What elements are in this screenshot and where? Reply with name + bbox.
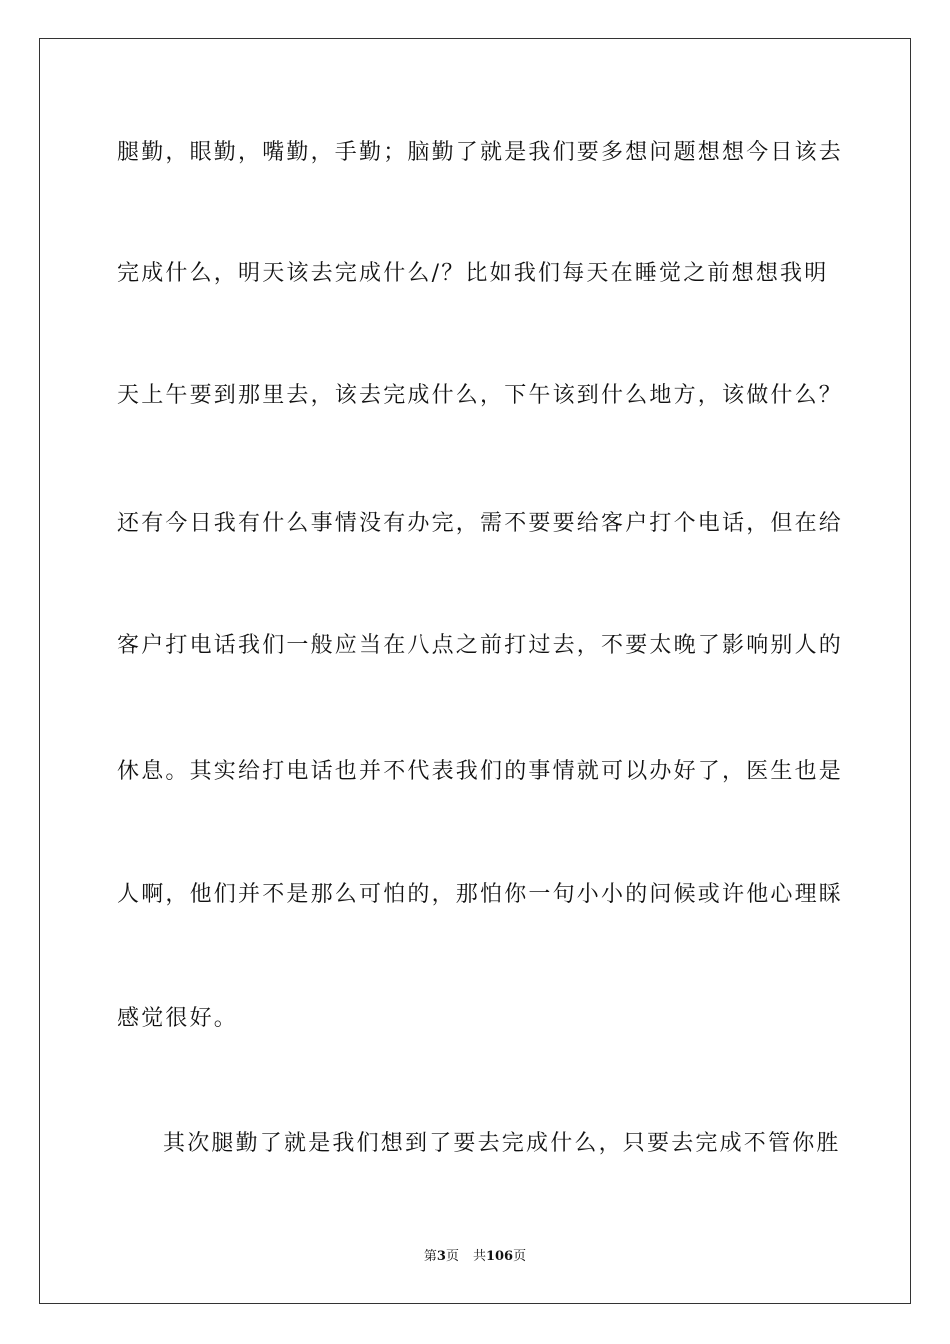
footer-page-number: 3 (436, 1249, 446, 1264)
body-line-1: 腿勤，眼勤，嘴勤，手勤；脑勤了就是我们要多想问题想想今日该去 (117, 140, 844, 165)
page-border (39, 38, 911, 1304)
body-line-7: 人啊，他们并不是那么可怕的，那怕你一句小小的问候或许他心理睬 (117, 882, 844, 907)
body-line-3: 天上午要到那里去，该去完成什么，下午该到什么地方，该做什么？ (117, 383, 844, 408)
footer-total-suffix: 页 (513, 1249, 527, 1264)
body-line-2: 完成什么，明天该去完成什么/？比如我们每天在睡觉之前想想我明 (117, 261, 829, 286)
body-line-4: 还有今日我有什么事情没有办完，需不要要给客户打个电话，但在给 (117, 511, 844, 536)
body-line-5: 客户打电话我们一般应当在八点之前打过去，不要太晚了影响别人的 (117, 633, 844, 658)
footer-page-suffix: 页 (445, 1249, 459, 1264)
footer-total-prefix: 共 (472, 1249, 486, 1264)
body-line-6: 休息。其实给打电话也并不代表我们的事情就可以办好了，医生也是 (117, 759, 844, 784)
page-footer (0, 1248, 950, 1266)
body-line-8: 感觉很好。 (117, 1006, 239, 1031)
body-line-9: 其次腿勤了就是我们想到了要去完成什么，只要去完成不管你胜 (163, 1131, 841, 1156)
footer-total-pages: 106 (485, 1249, 514, 1264)
footer-page-prefix: 第 (423, 1249, 437, 1264)
